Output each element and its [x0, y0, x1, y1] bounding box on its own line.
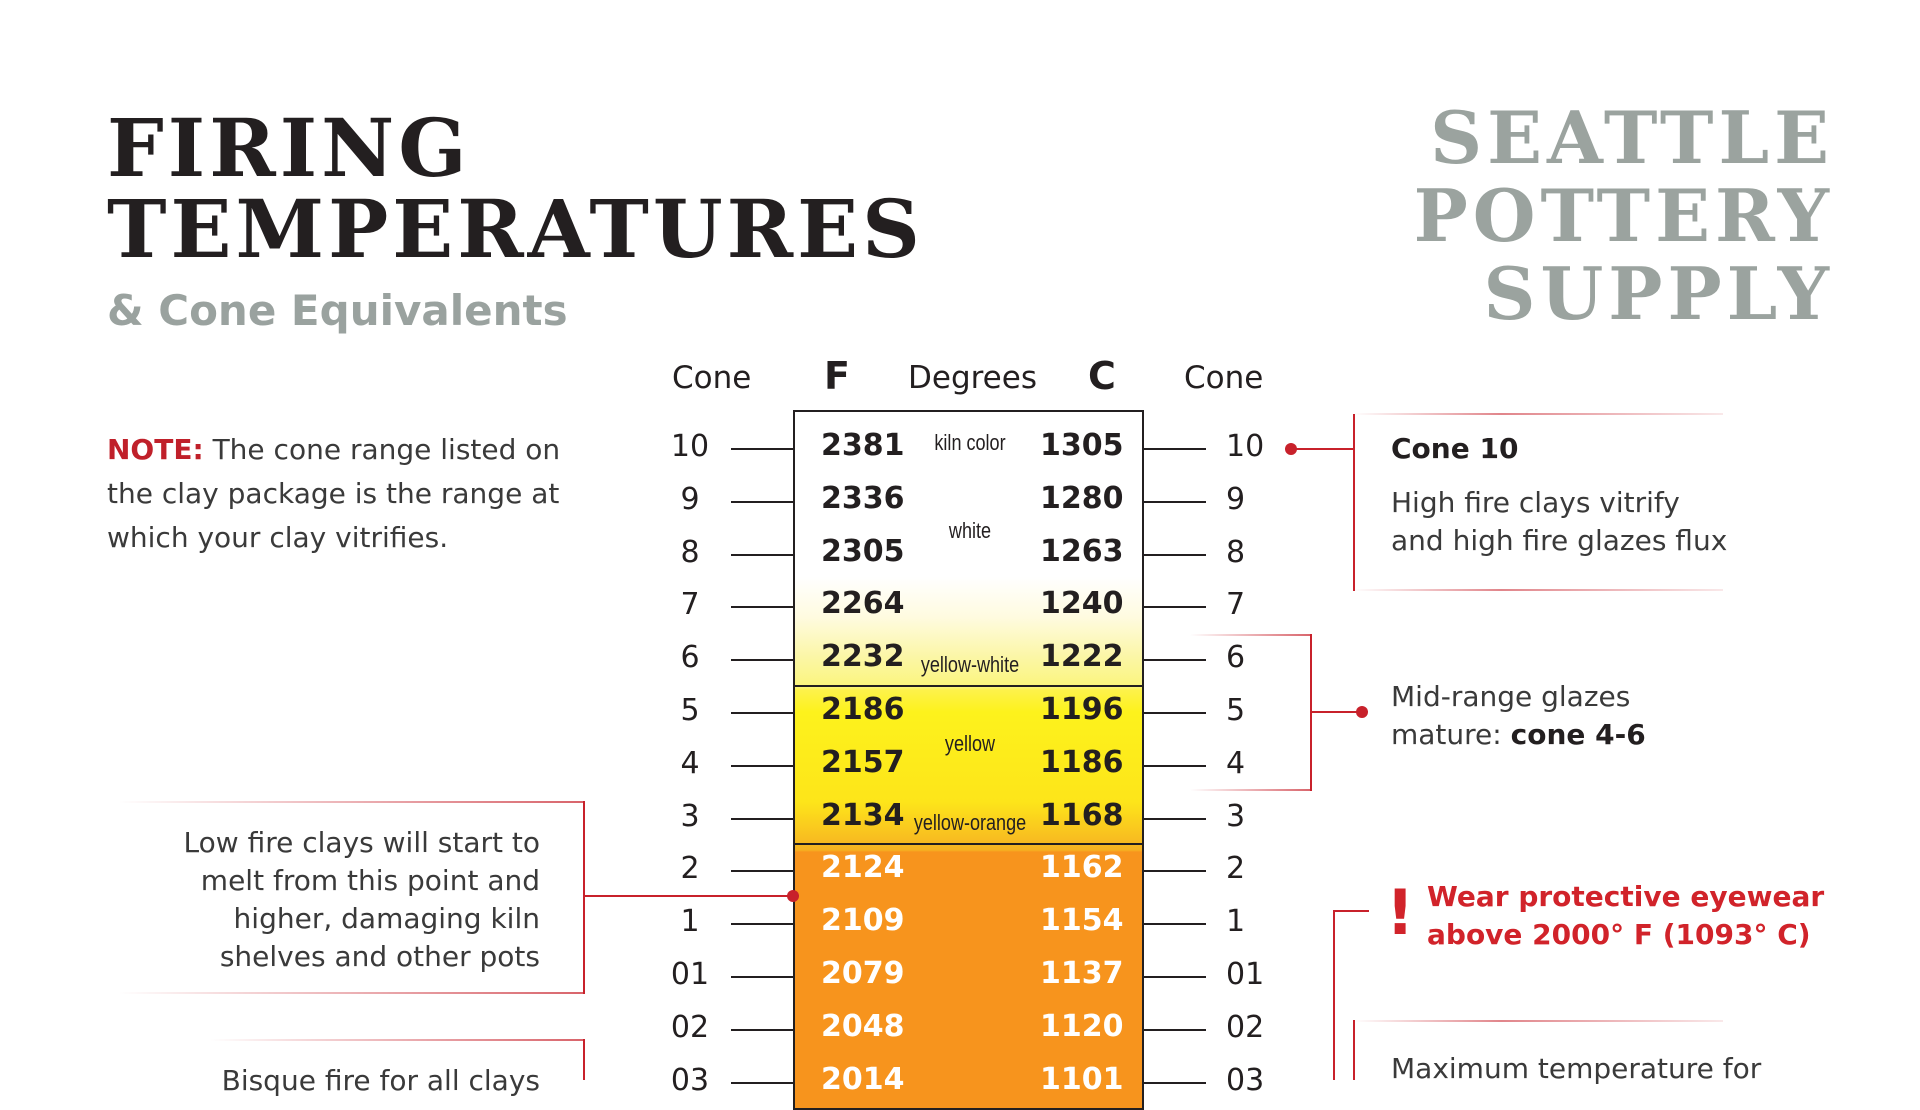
midrange-bold: cone 4-6 [1510, 718, 1646, 751]
celsius-value: 1154 [1040, 903, 1124, 938]
cone-left-label: 03 [670, 1063, 710, 1098]
cone-left-label: 3 [680, 799, 700, 834]
celsius-value: 1222 [1040, 639, 1124, 674]
tick-right [1144, 923, 1206, 925]
maxtemp-bracket-top [1353, 1020, 1723, 1022]
fahrenheit-value: 2079 [821, 956, 905, 991]
lowfire-desc-2: melt from this point and [200, 864, 540, 897]
tick-right [1144, 659, 1206, 661]
fahrenheit-value: 2186 [821, 692, 905, 727]
midrange-marker [1356, 706, 1368, 718]
tick-right [1144, 501, 1206, 503]
cone-left-label: 6 [680, 640, 700, 675]
cone-left-label: 8 [680, 535, 700, 570]
celsius-value: 1137 [1040, 956, 1124, 991]
cone-left-label: 1 [680, 904, 700, 939]
lowfire-connector [585, 895, 793, 897]
celsius-value: 1168 [1040, 798, 1124, 833]
warning-icon: ! [1386, 876, 1415, 949]
cone-right-label: 9 [1226, 482, 1246, 517]
band-divider-yellow [795, 685, 1142, 687]
tick-right [1144, 1029, 1206, 1031]
brand-logo [1274, 95, 1834, 336]
lowfire-desc-3: higher, damaging kiln [233, 902, 540, 935]
cone10-title: Cone 10 [1391, 432, 1519, 465]
bisque-bracket-right [583, 1039, 585, 1080]
col-header-cone-left: Cone [672, 360, 752, 396]
celsius-value: 1186 [1040, 745, 1124, 780]
col-header-degrees: Degrees [908, 360, 1037, 396]
bisque-desc-1: Bisque fire for all clays [221, 1064, 540, 1097]
cone-right-label: 8 [1226, 535, 1246, 570]
midrange-desc-1: Mid-range glazes [1391, 680, 1631, 713]
cone-left-label: 7 [680, 587, 700, 622]
eyewear-bracket-top [1333, 910, 1369, 912]
tick-left [731, 923, 793, 925]
tick-right [1144, 606, 1206, 608]
cone-left-label: 10 [670, 429, 710, 464]
bisque-bracket-top [210, 1039, 585, 1041]
lowfire-bracket-bottom [118, 992, 585, 994]
col-header-fahrenheit: F [824, 354, 850, 398]
brand-line-3: SUPPLY [1483, 251, 1834, 336]
fahrenheit-value: 2134 [821, 798, 905, 833]
cone10-bracket-top [1353, 413, 1723, 415]
eyewear-desc-2: above 2000° F (1093° C) [1427, 918, 1811, 951]
celsius-value: 1162 [1040, 850, 1124, 885]
cone10-desc-2: and high fire glazes flux [1391, 524, 1728, 557]
midrange-desc-2 [1391, 716, 1646, 754]
celsius-value: 1240 [1040, 586, 1124, 621]
celsius-value: 1101 [1040, 1062, 1124, 1097]
title-line-1: FIRING [107, 101, 471, 195]
cone-left-label: 9 [680, 482, 700, 517]
tick-left [731, 554, 793, 556]
cone10-bracket-left [1353, 414, 1355, 591]
tick-right [1144, 448, 1206, 450]
celsius-value: 1305 [1040, 428, 1124, 463]
tick-left [731, 659, 793, 661]
tick-left [731, 870, 793, 872]
midrange-prefix: mature: [1391, 718, 1502, 751]
tick-left [731, 818, 793, 820]
tick-right [1144, 712, 1206, 714]
tick-left [731, 1082, 793, 1084]
tick-right [1144, 976, 1206, 978]
brand-line-2: POTTERY [1413, 173, 1834, 258]
tick-left [731, 448, 793, 450]
tick-left [731, 501, 793, 503]
tick-right [1144, 818, 1206, 820]
cone-left-label: 5 [680, 693, 700, 728]
cone-right-label: 4 [1226, 746, 1246, 781]
cone10-desc-1: High fire clays vitrify [1391, 486, 1680, 519]
kiln-color-yellow: yellow [944, 731, 996, 756]
cone-left-label: 2 [680, 851, 700, 886]
midrange-bracket-bottom [1190, 789, 1312, 791]
col-header-cone-right: Cone [1184, 360, 1264, 396]
subtitle: & Cone Equivalents [107, 286, 568, 335]
celsius-value: 1120 [1040, 1009, 1124, 1044]
lowfire-desc-1: Low fire clays will start to [183, 826, 540, 859]
tick-left [731, 606, 793, 608]
cone-right-label: 7 [1226, 587, 1246, 622]
kiln-color-white: white [948, 518, 992, 543]
tick-left [731, 1029, 793, 1031]
midrange-connector [1312, 711, 1362, 713]
tick-right [1144, 870, 1206, 872]
lowfire-desc-4: shelves and other pots [219, 940, 540, 973]
tick-left [731, 765, 793, 767]
eyewear-desc-1: Wear protective eyewear [1427, 880, 1825, 913]
cone-right-label: 02 [1226, 1010, 1265, 1045]
note-text: The cone range listed on the clay package is the range at which your clay vitrifies. [107, 433, 561, 554]
celsius-value: 1263 [1040, 534, 1124, 569]
fahrenheit-value: 2381 [821, 428, 905, 463]
celsius-value: 1196 [1040, 692, 1124, 727]
title-line-2: TEMPERATURES [107, 182, 924, 276]
fahrenheit-value: 2305 [821, 534, 905, 569]
fahrenheit-value: 2109 [821, 903, 905, 938]
maxtemp-desc-1: Maximum temperature for [1391, 1052, 1762, 1085]
col-header-celsius: C [1088, 354, 1116, 398]
note-block [107, 428, 587, 560]
band-divider-orange [795, 843, 1142, 845]
cone10-connector [1296, 448, 1354, 450]
fahrenheit-value: 2124 [821, 850, 905, 885]
fahrenheit-value: 2014 [821, 1062, 905, 1097]
lowfire-bracket-top [118, 801, 585, 803]
eyewear-desc [1427, 878, 1824, 954]
fahrenheit-value: 2048 [821, 1009, 905, 1044]
cone-right-label: 1 [1226, 904, 1246, 939]
maxtemp-bracket-left [1353, 1020, 1355, 1080]
cone-right-label: 6 [1226, 640, 1246, 675]
eyewear-bracket-left [1333, 910, 1335, 1080]
lowfire-desc [130, 824, 540, 976]
cone-right-label: 5 [1226, 693, 1246, 728]
kiln-color-header: kiln color [934, 430, 1006, 455]
cone-left-label: 01 [670, 957, 710, 992]
tick-right [1144, 765, 1206, 767]
cone-left-label: 4 [680, 746, 700, 781]
fahrenheit-value: 2336 [821, 481, 905, 516]
cone-left-label: 02 [670, 1010, 710, 1045]
tick-right [1144, 1082, 1206, 1084]
kiln-color-yellow-orange: yellow-orange [913, 810, 1027, 835]
fahrenheit-value: 2232 [821, 639, 905, 674]
cone-right-label: 2 [1226, 851, 1246, 886]
cone10-bracket-bottom [1353, 589, 1723, 591]
midrange-bracket-top [1190, 634, 1312, 636]
lowfire-bracket-right [583, 801, 585, 994]
lowfire-marker [787, 890, 799, 902]
note-label: NOTE: [107, 433, 204, 466]
tick-left [731, 976, 793, 978]
fahrenheit-value: 2264 [821, 586, 905, 621]
celsius-value: 1280 [1040, 481, 1124, 516]
tick-left [731, 712, 793, 714]
cone-right-label: 01 [1226, 957, 1265, 992]
fahrenheit-value: 2157 [821, 745, 905, 780]
cone-right-label: 3 [1226, 799, 1246, 834]
cone-right-label: 03 [1226, 1063, 1265, 1098]
kiln-color-yellow-white: yellow-white [920, 652, 1020, 677]
tick-right [1144, 554, 1206, 556]
brand-line-1: SEATTLE [1430, 95, 1834, 180]
cone-right-label: 10 [1226, 429, 1265, 464]
